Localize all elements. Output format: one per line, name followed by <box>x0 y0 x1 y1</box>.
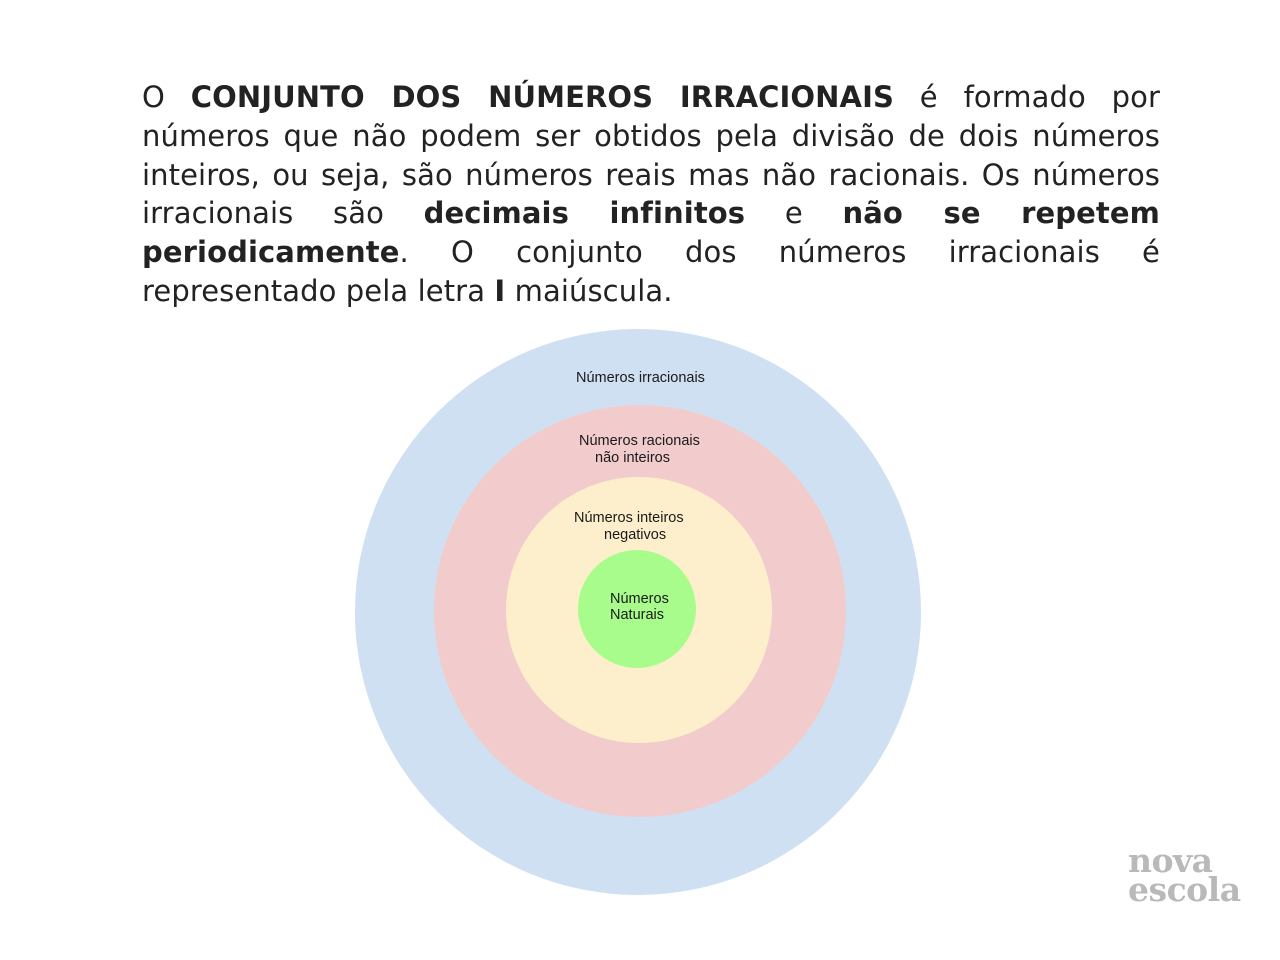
bold-term-infinite-decimals: decimais infinitos <box>423 196 746 231</box>
natural-numbers-label-line2: Naturais <box>610 607 664 623</box>
logo-line-escola: escola <box>1128 870 1241 909</box>
bold-letter-i: I <box>494 273 506 308</box>
text-segment: é formado por números que não podem ser obtidos pela divisão de dois números inteiros, ou seja, são números reais mas não racionais. Os números irracionais são <box>142 80 1160 231</box>
negative-integers-label-line2: negativos <box>604 527 667 543</box>
nova-escola-logo <box>1128 841 1258 909</box>
bold-term-irrational-set: CONJUNTO DOS NÚMEROS IRRACIONAIS <box>190 80 894 114</box>
natural-numbers-label-line1: Números <box>610 591 669 607</box>
text-segment: e <box>745 196 843 231</box>
irrational-numbers-label: Números irracionais <box>576 370 705 386</box>
negative-integers-label-line1: Números inteiros <box>574 510 684 526</box>
text-segment: maiúscula. <box>505 273 673 308</box>
non-integer-rationals-label-line1: Números racionais <box>579 433 700 449</box>
text-segment: O <box>142 80 191 114</box>
bold-term-non-periodic: não se repetem periodicamente <box>142 196 1160 270</box>
text-segment: . O conjunto dos números irracionais é representado pela letra <box>142 235 1160 308</box>
non-integer-rationals-label-line2: não inteiros <box>595 450 670 466</box>
logo-line-nova: nova <box>1128 841 1213 880</box>
